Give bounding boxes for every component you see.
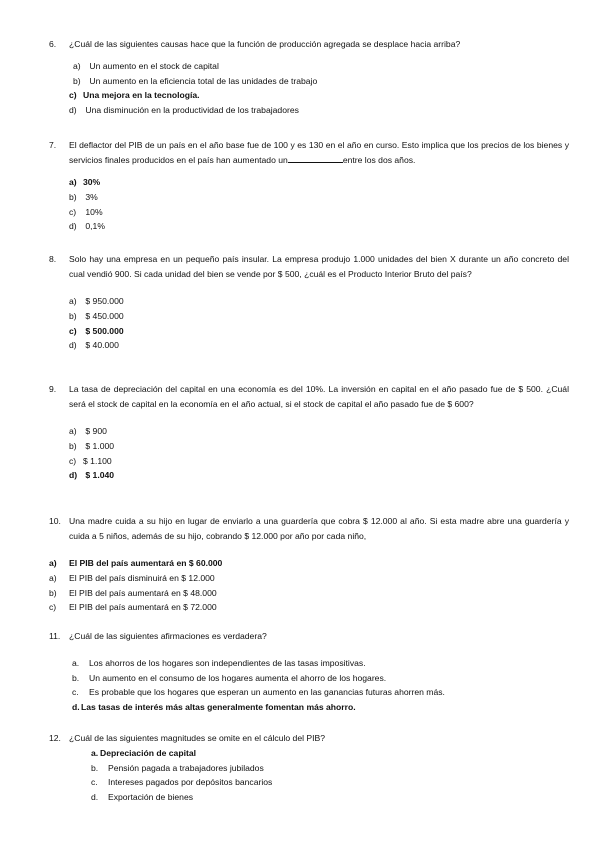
option-correct: d) $ 1.040 <box>69 470 115 481</box>
question-text: Una madre cuida a su hijo en lugar de enviarlo a una guardería que cobra $ 12.000 al año. Si esta madre abre una guardería y cuida a 5 niños, además de su hijo, cobrando $ 12.000 por año por cada niño, <box>69 516 569 542</box>
question-number: 6. <box>49 39 57 49</box>
question-text: La tasa de depreciación del capital en una economía es del 10%. La inversión en capital en el año pasado fue de $ 500. ¿Cuál será el stock de capital en la economía en el año actual, si el stock de capital el año pasado fue de $ 600? <box>69 384 569 410</box>
question-number: 11. <box>49 631 61 641</box>
question-9 <box>49 382 569 483</box>
option: b. Pensión pagada a trabajadores jubilados <box>91 762 264 773</box>
option: c) El PIB del país aumentará en $ 72.000 <box>49 602 217 613</box>
question-7 <box>49 138 569 234</box>
question-text: Solo hay una empresa en un pequeño país insular. La empresa produjo 1.000 unidades del bien X durante un año concreto del cual vendió 900. Si cada unidad del bien se vende por $ 500, ¿cuál es el Producto Interior Bruto del país? <box>69 254 569 280</box>
option: b) $ 1.000 <box>69 441 115 451</box>
option: c) 10% <box>69 206 103 217</box>
question-11 <box>49 629 569 715</box>
question-number: 12. <box>49 733 61 743</box>
answer-blank <box>288 154 343 163</box>
question-number: 8. <box>49 254 57 264</box>
option: b. Un aumento en el consumo de los hogares aumenta el ahorro de los hogares. <box>72 672 387 683</box>
option: b) El PIB del país aumentará en $ 48.000 <box>49 587 217 598</box>
question-12 <box>49 731 569 805</box>
option: d) 0,1% <box>69 221 105 232</box>
option-correct: a. Depreciación de capital <box>91 748 196 759</box>
option: a) El PIB del país disminuirá en $ 12.000 <box>49 573 215 583</box>
option: c) $ 1.100 <box>69 455 112 466</box>
option: d) Una disminución en la productividad de los trabajadores <box>69 104 299 115</box>
question-number: 10. <box>49 516 61 526</box>
question-text: ¿Cuál de las siguientes afirmaciones es verdadera? <box>69 631 267 641</box>
question-6 <box>49 37 569 118</box>
option: b) $ 450.000 <box>69 311 124 321</box>
option: c. Intereses pagados por depósitos bancarios <box>91 777 273 788</box>
option: d) $ 40.000 <box>69 340 119 351</box>
option: a. Los ahorros de los hogares son independientes de las tasas impositivas. <box>72 658 366 669</box>
question-text: ¿Cuál de las siguientes magnitudes se omite en el cálculo del PIB? <box>69 733 326 743</box>
option-correct: c) $ 500.000 <box>69 325 124 336</box>
option: a) $ 900 <box>69 426 107 437</box>
option: d. Exportación de bienes <box>91 791 194 802</box>
option: b) 3% <box>69 192 98 202</box>
question-text: El deflactor del PIB de un país en el año base fue de 100 y es 130 en el año en curso. Esto implica que los precios de los bienes y servicios finales producidos en el país han aumentado un entre los dos años. <box>69 140 569 166</box>
option: c. Es probable que los hogares que esperan un aumento en las ganancias futuras ahorren más. <box>72 687 445 698</box>
question-10 <box>49 514 569 615</box>
question-text: ¿Cuál de las siguientes causas hace que la función de producción agregada se desplace hacia arriba? <box>69 39 461 49</box>
option-correct: a) 30% <box>69 177 101 188</box>
option-correct: a) El PIB del país aumentará en $ 60.000 <box>49 558 223 569</box>
question-8 <box>49 252 569 353</box>
question-number: 7. <box>49 140 57 150</box>
option: b) Un aumento en la eficiencia total de las unidades de trabajo <box>73 75 318 86</box>
option: a) $ 950.000 <box>69 296 124 307</box>
option-correct: d.Las tasas de interés más altas generalmente fomentan más ahorro. <box>72 701 356 712</box>
option: a) Un aumento en el stock de capital <box>73 61 219 72</box>
question-number: 9. <box>49 384 57 394</box>
option-correct: c) Una mejora en la tecnología. <box>69 90 200 101</box>
